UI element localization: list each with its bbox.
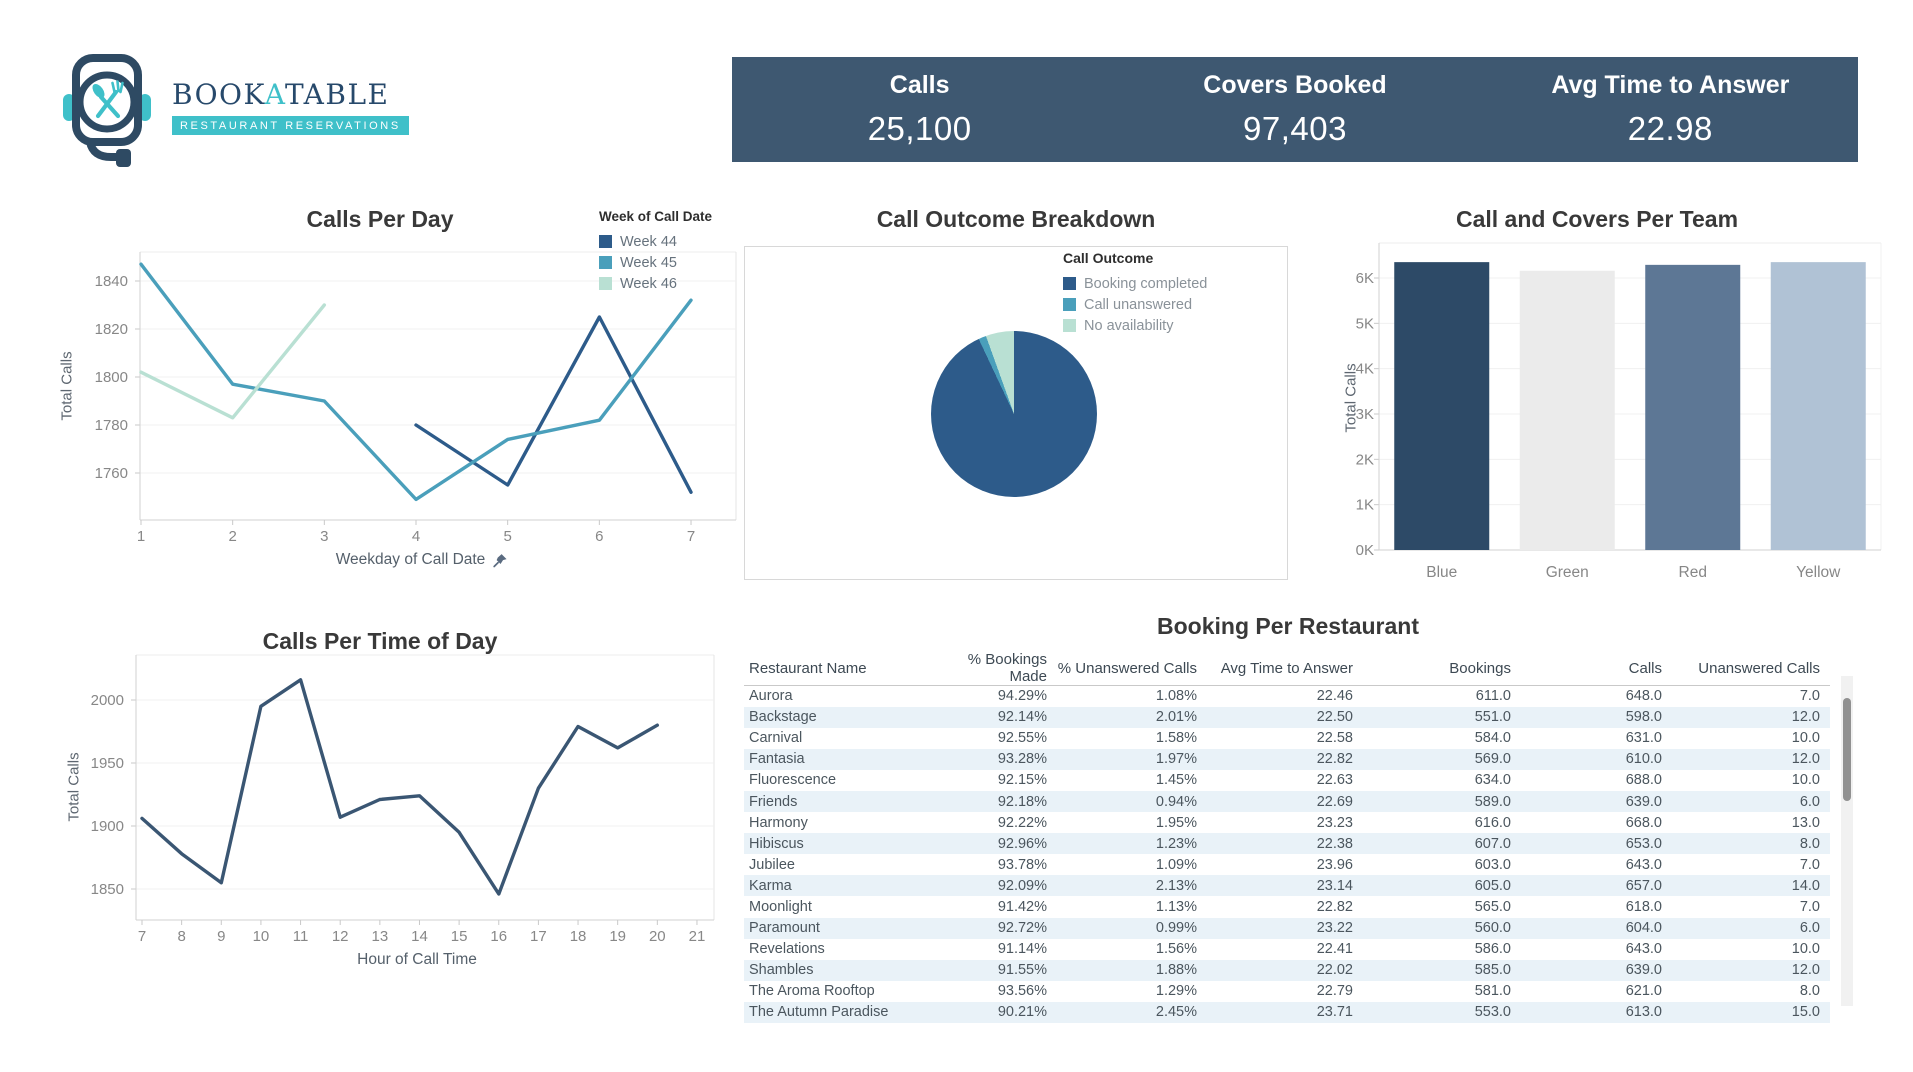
cell-restaurant-name[interactable]: Fluorescence bbox=[749, 772, 837, 789]
kpi-value: 25,100 bbox=[867, 110, 972, 147]
cell-restaurant-name[interactable]: Shambles bbox=[749, 962, 814, 979]
kpi-label: Avg Time to Answer bbox=[1551, 71, 1790, 99]
cell-value[interactable]: 604.0 bbox=[1625, 920, 1662, 937]
cell-value[interactable]: 631.0 bbox=[1625, 730, 1662, 747]
title-calls-per-time-of-day: Calls Per Time of Day bbox=[262, 628, 498, 654]
cell-value[interactable]: 610.0 bbox=[1625, 751, 1662, 768]
x-category-label: Yellow bbox=[1796, 564, 1841, 581]
column-header-avg-time-to-answer[interactable]: Avg Time to Answer bbox=[1207, 651, 1363, 686]
y-tick-label: 6K bbox=[1355, 270, 1374, 287]
legend-call-outcome bbox=[1063, 250, 1207, 336]
legend-label: Booking completed bbox=[1084, 275, 1208, 292]
legend-week-of-call-date bbox=[599, 209, 712, 294]
cell-restaurant-name[interactable]: Jubilee bbox=[749, 856, 795, 873]
legend-swatch bbox=[599, 256, 612, 269]
legend-item-week-45[interactable] bbox=[599, 252, 712, 273]
cell-value[interactable]: 1.09% bbox=[1155, 856, 1197, 873]
y-axis-label-calls-per-day: Total Calls bbox=[58, 351, 76, 421]
table-header-row bbox=[744, 651, 1830, 686]
bar-red[interactable] bbox=[1645, 265, 1740, 550]
cell-value[interactable]: 607.0 bbox=[1474, 835, 1511, 852]
legend-item-week-46[interactable] bbox=[599, 273, 712, 294]
cell-value[interactable]: 6.0 bbox=[1799, 793, 1820, 810]
cell-restaurant-name[interactable]: Friends bbox=[749, 793, 798, 810]
x-tick-label: 21 bbox=[688, 928, 706, 945]
cell-value[interactable]: 22.82 bbox=[1316, 751, 1353, 768]
cell-value[interactable]: 1.95% bbox=[1155, 814, 1197, 831]
cell-value[interactable]: 1.88% bbox=[1155, 962, 1197, 979]
pin-icon[interactable] bbox=[491, 552, 508, 569]
cell-value[interactable]: 93.28% bbox=[997, 751, 1047, 768]
cell-value[interactable]: 90.21% bbox=[997, 1004, 1047, 1021]
y-tick-label: 1950 bbox=[90, 755, 124, 772]
table-row-revelations[interactable] bbox=[744, 939, 1830, 960]
cell-restaurant-name[interactable]: Karma bbox=[749, 877, 792, 894]
table-scrollbar-thumb[interactable] bbox=[1843, 698, 1851, 801]
legend-swatch bbox=[1063, 298, 1076, 311]
cell-value[interactable]: 611.0 bbox=[1475, 688, 1511, 705]
y-tick-label: 1840 bbox=[94, 273, 128, 290]
table-row-the-autumn-paradise[interactable] bbox=[744, 1002, 1830, 1023]
legend-item-call-unanswered[interactable] bbox=[1063, 294, 1207, 315]
cell-restaurant-name[interactable]: Paramount bbox=[749, 920, 820, 937]
cell-value[interactable]: 1.45% bbox=[1155, 772, 1197, 789]
cell-value[interactable]: 92.15% bbox=[997, 772, 1047, 789]
cell-value[interactable]: 648.0 bbox=[1625, 688, 1662, 705]
x-tick-label: 14 bbox=[411, 928, 428, 945]
booking-table-container bbox=[744, 651, 1830, 1021]
cell-restaurant-name[interactable]: Revelations bbox=[749, 941, 825, 958]
cell-value[interactable]: 10.0 bbox=[1791, 772, 1820, 789]
title-booking-per-restaurant: Booking Per Restaurant bbox=[1157, 613, 1419, 639]
kpi-label: Covers Booked bbox=[1203, 71, 1387, 99]
table-row-friends[interactable] bbox=[744, 791, 1830, 812]
title-calls-per-day: Calls Per Day bbox=[306, 206, 454, 232]
x-axis-label-weekday: Weekday of Call Date bbox=[336, 551, 509, 569]
cell-restaurant-name[interactable]: The Aroma Rooftop bbox=[749, 983, 875, 1000]
y-tick-label: 0K bbox=[1355, 542, 1374, 559]
line-series-week-45[interactable] bbox=[141, 264, 691, 499]
x-tick-label: 20 bbox=[648, 928, 666, 945]
y-tick-label: 1820 bbox=[94, 321, 128, 338]
column-header-calls[interactable]: Calls bbox=[1521, 651, 1672, 686]
cell-value[interactable]: 22.46 bbox=[1316, 688, 1353, 705]
column-header-bookings[interactable]: Bookings bbox=[1363, 651, 1521, 686]
cell-value[interactable]: 657.0 bbox=[1625, 877, 1662, 894]
cell-value[interactable]: 15.0 bbox=[1791, 1004, 1820, 1021]
cell-value[interactable]: 7.0 bbox=[1799, 688, 1820, 705]
brand-tagline: RESTAURANT RESERVATIONS bbox=[172, 116, 409, 135]
table-row-the-aroma-rooftop[interactable] bbox=[744, 981, 1830, 1002]
cell-value[interactable]: 2.45% bbox=[1155, 1004, 1197, 1021]
cell-value[interactable]: 91.42% bbox=[997, 898, 1047, 915]
cell-value[interactable]: 613.0 bbox=[1625, 1004, 1662, 1021]
x-tick-label: 9 bbox=[217, 928, 226, 945]
cell-value[interactable]: 22.02 bbox=[1316, 962, 1353, 979]
table-row-jubilee[interactable] bbox=[744, 854, 1830, 875]
cell-value[interactable]: 639.0 bbox=[1625, 793, 1662, 810]
x-tick-label: 2 bbox=[228, 528, 237, 545]
cell-value[interactable]: 589.0 bbox=[1474, 793, 1511, 810]
column-header--unanswered-calls[interactable]: % Unanswered Calls bbox=[1057, 651, 1207, 686]
bar-green[interactable] bbox=[1520, 271, 1615, 550]
cell-value[interactable]: 1.29% bbox=[1155, 983, 1197, 1000]
x-tick-label: 5 bbox=[503, 528, 512, 545]
column-header--bookings-made[interactable]: % Bookings Made bbox=[930, 651, 1057, 686]
cell-value[interactable]: 10.0 bbox=[1791, 941, 1820, 958]
x-tick-label: 18 bbox=[569, 928, 587, 945]
y-axis-label-calls-per-team: Total Calls bbox=[1342, 363, 1360, 433]
x-tick-label: 1 bbox=[136, 528, 146, 545]
y-tick-label: 1850 bbox=[90, 881, 124, 898]
cell-value[interactable]: 23.23 bbox=[1316, 814, 1353, 831]
legend-item-week-44[interactable] bbox=[599, 231, 712, 252]
legend-label: No availability bbox=[1084, 317, 1174, 334]
title-calls-covers-per-team: Call and Covers Per Team bbox=[1455, 206, 1739, 232]
cell-value[interactable]: 22.69 bbox=[1316, 793, 1353, 810]
cell-value[interactable]: 643.0 bbox=[1625, 941, 1662, 958]
y-tick-label: 3K bbox=[1355, 406, 1374, 423]
table-row-karma[interactable] bbox=[744, 875, 1830, 896]
kpi-label: Calls bbox=[889, 71, 950, 99]
x-tick-label: 7 bbox=[686, 528, 696, 545]
legend-item-no-availability[interactable] bbox=[1063, 315, 1207, 336]
line-series-week-44[interactable] bbox=[416, 317, 691, 492]
cell-value[interactable]: 618.0 bbox=[1625, 898, 1662, 915]
cell-value[interactable]: 12.0 bbox=[1791, 751, 1820, 768]
x-tick-label: 8 bbox=[177, 928, 186, 945]
cell-value[interactable]: 22.58 bbox=[1316, 730, 1353, 747]
legend-label: Week 44 bbox=[620, 233, 677, 250]
y-tick-label: 2000 bbox=[90, 692, 124, 709]
legend-title: Call Outcome bbox=[1063, 250, 1154, 266]
cell-value[interactable]: 23.71 bbox=[1316, 1004, 1353, 1021]
y-tick-label: 1900 bbox=[90, 818, 124, 835]
cell-value[interactable]: 13.0 bbox=[1791, 814, 1820, 831]
y-axis-label-calls-per-time: Total Calls bbox=[65, 752, 83, 822]
y-tick-label: 1780 bbox=[94, 417, 128, 434]
cell-value[interactable]: 7.0 bbox=[1799, 856, 1820, 873]
cell-value[interactable]: 584.0 bbox=[1474, 730, 1511, 747]
cell-value[interactable]: 1.08% bbox=[1155, 688, 1197, 705]
cell-value[interactable]: 91.14% bbox=[997, 941, 1047, 958]
cell-value[interactable]: 1.13% bbox=[1155, 898, 1197, 915]
cell-value[interactable]: 605.0 bbox=[1474, 877, 1511, 894]
cell-value[interactable]: 22.79 bbox=[1316, 983, 1353, 1000]
cell-value[interactable]: 23.96 bbox=[1316, 856, 1353, 873]
table-row-fantasia[interactable] bbox=[744, 749, 1830, 770]
cell-value[interactable]: 23.22 bbox=[1316, 920, 1353, 937]
cell-value[interactable]: 0.94% bbox=[1155, 793, 1197, 810]
x-tick-label: 10 bbox=[252, 928, 270, 945]
cell-value[interactable]: 8.0 bbox=[1799, 835, 1820, 852]
cell-value[interactable]: 93.56% bbox=[997, 983, 1047, 1000]
cell-restaurant-name[interactable]: Aurora bbox=[749, 688, 793, 705]
table-row-shambles[interactable] bbox=[744, 960, 1830, 981]
cell-value[interactable]: 643.0 bbox=[1625, 856, 1662, 873]
cell-value[interactable]: 92.09% bbox=[997, 877, 1047, 894]
cell-restaurant-name[interactable]: Moonlight bbox=[749, 898, 812, 915]
cell-value[interactable]: 92.55% bbox=[997, 730, 1047, 747]
y-tick-label: 4K bbox=[1355, 360, 1374, 378]
cell-value[interactable]: 92.18% bbox=[997, 793, 1047, 810]
x-category-label: Blue bbox=[1426, 564, 1458, 581]
cell-value[interactable]: 2.13% bbox=[1155, 877, 1197, 894]
title-call-outcome-breakdown: Call Outcome Breakdown bbox=[876, 206, 1156, 232]
cell-value[interactable]: 93.78% bbox=[997, 856, 1047, 873]
cell-value[interactable]: 585.0 bbox=[1474, 962, 1511, 979]
x-tick-label: 4 bbox=[411, 528, 421, 545]
cell-value[interactable]: 1.23% bbox=[1155, 835, 1197, 852]
kpi-value: 22.98 bbox=[1627, 110, 1713, 147]
x-tick-label: 12 bbox=[331, 928, 349, 945]
x-tick-label: 13 bbox=[371, 928, 389, 945]
x-tick-label: 17 bbox=[530, 928, 547, 945]
cell-value[interactable]: 1.56% bbox=[1155, 941, 1197, 958]
cell-value[interactable]: 565.0 bbox=[1474, 898, 1511, 915]
cell-value[interactable]: 92.96% bbox=[997, 835, 1047, 852]
table-row-fluorescence[interactable] bbox=[744, 770, 1830, 791]
cell-value[interactable]: 553.0 bbox=[1474, 1004, 1511, 1021]
legend-swatch bbox=[1063, 277, 1076, 290]
cell-value[interactable]: 668.0 bbox=[1625, 814, 1662, 831]
bar-blue[interactable] bbox=[1394, 262, 1489, 550]
cell-value[interactable]: 569.0 bbox=[1474, 751, 1511, 768]
x-category-label: Green bbox=[1545, 564, 1589, 581]
legend-swatch bbox=[599, 235, 612, 248]
column-header-unanswered-calls[interactable]: Unanswered Calls bbox=[1672, 651, 1830, 686]
y-tick-label: 1760 bbox=[94, 465, 128, 482]
cell-value[interactable]: 92.72% bbox=[997, 920, 1047, 937]
legend-label: Call unanswered bbox=[1084, 296, 1193, 313]
cell-value[interactable]: 12.0 bbox=[1791, 709, 1820, 726]
cell-value[interactable]: 14.0 bbox=[1791, 877, 1820, 894]
cell-value[interactable]: 0.99% bbox=[1155, 920, 1197, 937]
brand-name: BOOKATABLE bbox=[172, 78, 390, 111]
legend-swatch bbox=[1063, 319, 1076, 332]
cell-restaurant-name[interactable]: Harmony bbox=[749, 814, 808, 831]
x-category-label: Red bbox=[1678, 564, 1707, 581]
legend-swatch bbox=[599, 277, 612, 290]
cell-value[interactable]: 653.0 bbox=[1625, 835, 1662, 852]
x-tick-label: 7 bbox=[137, 928, 147, 945]
legend-label: Week 46 bbox=[620, 275, 677, 292]
table-row-carnival[interactable] bbox=[744, 728, 1830, 749]
cell-value[interactable]: 22.50 bbox=[1316, 709, 1353, 726]
x-tick-label: 6 bbox=[595, 528, 604, 545]
y-tick-label: 2K bbox=[1355, 451, 1374, 469]
table-row-harmony[interactable] bbox=[744, 812, 1830, 833]
cell-value[interactable]: 8.0 bbox=[1799, 983, 1820, 1000]
line-series-week-46[interactable] bbox=[141, 305, 324, 418]
cell-value[interactable]: 12.0 bbox=[1791, 962, 1820, 979]
x-tick-label: 3 bbox=[320, 528, 329, 545]
table-row-hibiscus[interactable] bbox=[744, 833, 1830, 854]
cell-value[interactable]: 1.97% bbox=[1155, 751, 1197, 768]
y-tick-label: 1K bbox=[1355, 496, 1374, 514]
table-row-paramount[interactable] bbox=[744, 918, 1830, 939]
cell-value[interactable]: 621.0 bbox=[1625, 983, 1662, 1000]
cell-value[interactable]: 586.0 bbox=[1474, 941, 1511, 958]
line-series-total-calls[interactable] bbox=[142, 680, 657, 894]
x-tick-label: 11 bbox=[292, 928, 309, 945]
cell-value[interactable]: 634.0 bbox=[1474, 772, 1511, 789]
cell-value[interactable]: 581.0 bbox=[1474, 983, 1511, 1000]
cell-value[interactable]: 22.41 bbox=[1316, 941, 1353, 958]
cell-value[interactable]: 560.0 bbox=[1474, 920, 1511, 937]
y-tick-label: 1800 bbox=[94, 369, 128, 386]
cell-restaurant-name[interactable]: Carnival bbox=[749, 730, 803, 747]
legend-title: Week of Call Date bbox=[599, 209, 713, 224]
cell-value[interactable]: 10.0 bbox=[1791, 730, 1820, 747]
x-tick-label: 19 bbox=[609, 928, 627, 945]
cell-restaurant-name[interactable]: Fantasia bbox=[749, 751, 805, 768]
y-tick-label: 5K bbox=[1355, 315, 1374, 333]
cell-value[interactable]: 22.63 bbox=[1316, 772, 1353, 789]
cell-value[interactable]: 551.0 bbox=[1474, 709, 1511, 726]
cell-value[interactable]: 598.0 bbox=[1625, 709, 1662, 726]
cell-value[interactable]: 1.58% bbox=[1155, 730, 1197, 747]
cell-value[interactable]: 2.01% bbox=[1155, 709, 1197, 726]
cell-value[interactable]: 6.0 bbox=[1799, 920, 1820, 937]
cell-restaurant-name[interactable]: The Autumn Paradise bbox=[749, 1004, 889, 1021]
cell-value[interactable]: 688.0 bbox=[1625, 772, 1662, 789]
cell-value[interactable]: 616.0 bbox=[1474, 814, 1511, 831]
legend-item-booking-completed[interactable] bbox=[1063, 273, 1207, 294]
x-tick-label: 16 bbox=[490, 928, 508, 945]
cell-restaurant-name[interactable]: Hibiscus bbox=[749, 835, 804, 852]
cell-value[interactable]: 639.0 bbox=[1625, 962, 1662, 979]
cell-restaurant-name[interactable]: Backstage bbox=[749, 709, 817, 726]
table-row-aurora[interactable] bbox=[744, 686, 1830, 707]
booking-table bbox=[744, 651, 1830, 1023]
cell-value[interactable]: 603.0 bbox=[1474, 856, 1511, 873]
x-axis-label-hour: Hour of Call Time bbox=[357, 951, 477, 968]
legend-label: Week 45 bbox=[620, 254, 677, 271]
cell-value[interactable]: 22.38 bbox=[1316, 835, 1353, 852]
table-row-backstage[interactable] bbox=[744, 707, 1830, 728]
kpi-value: 97,403 bbox=[1243, 110, 1347, 147]
column-header-restaurant-name[interactable]: Restaurant Name bbox=[744, 651, 930, 686]
cell-value[interactable]: 91.55% bbox=[997, 962, 1047, 979]
table-scrollbar-track[interactable] bbox=[1841, 676, 1853, 1006]
cell-value[interactable]: 94.29% bbox=[997, 688, 1047, 705]
cell-value[interactable]: 22.82 bbox=[1316, 898, 1353, 915]
cell-value[interactable]: 92.14% bbox=[997, 709, 1047, 726]
x-tick-label: 15 bbox=[450, 928, 468, 945]
cell-value[interactable]: 7.0 bbox=[1799, 898, 1820, 915]
cell-value[interactable]: 92.22% bbox=[997, 814, 1047, 831]
bar-yellow[interactable] bbox=[1771, 262, 1866, 550]
cell-value[interactable]: 23.14 bbox=[1316, 877, 1353, 894]
table-row-moonlight[interactable] bbox=[744, 896, 1830, 917]
